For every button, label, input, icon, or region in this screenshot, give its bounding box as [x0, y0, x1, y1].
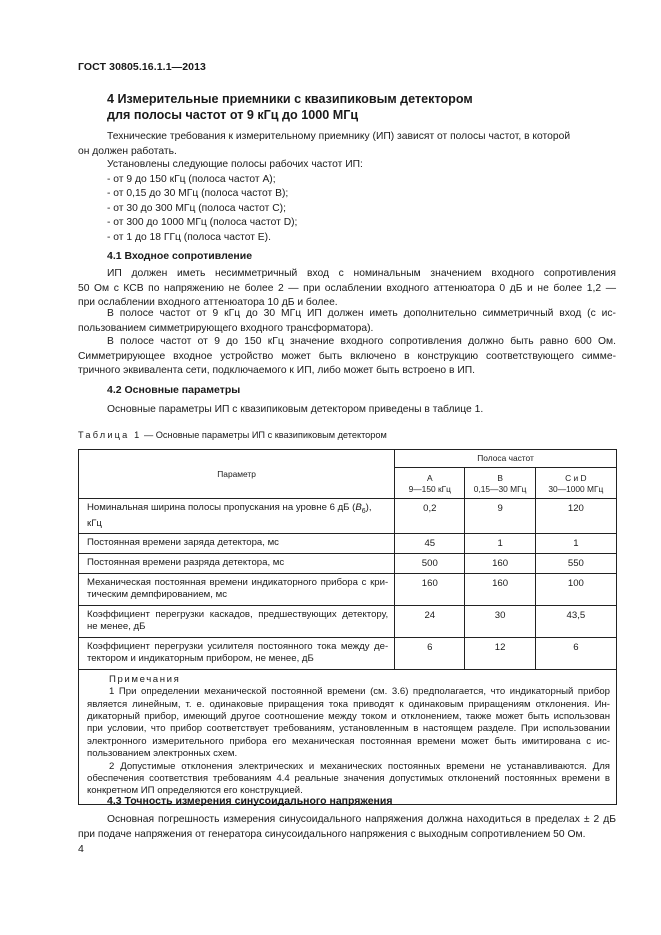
- value-cd: 1: [535, 533, 616, 553]
- value-b: 160: [465, 553, 535, 573]
- text-line: Симметрирующее входное устройство может быть включено в конструкцию соответствующего симме-: [78, 350, 616, 362]
- table-row: [79, 573, 617, 605]
- value-a: 0,2: [395, 499, 465, 534]
- list-item: - от 300 до 1000 МГц (полоса частот D);: [107, 217, 298, 229]
- value-cd: 43,5: [535, 605, 616, 637]
- row-param: Постоянная времени разряда детектора, мс: [79, 553, 395, 573]
- param-line: Механическая постоянная времени индикаторного прибора с кри-: [87, 576, 389, 588]
- header-band-a: [395, 468, 465, 499]
- row-param: [79, 605, 395, 637]
- intro-paragraph: [78, 130, 616, 159]
- table-header-row: [79, 450, 617, 468]
- param-line: тектором и индикаторным прибором, не менее, дБ: [87, 653, 314, 665]
- header-band-b: [465, 468, 535, 499]
- text-line: при ослаблении входного аттенюатора 10 дБ и более.: [78, 297, 338, 309]
- band-name: А: [427, 473, 433, 483]
- s41-paragraph-1: [78, 267, 616, 311]
- param-sub: 6: [361, 507, 366, 515]
- value-a: 500: [395, 553, 465, 573]
- note-line: дикаторный прибор, имеющий другое соотношение между током и отклонением, также может быть использован: [87, 710, 610, 722]
- intro-line: он должен работать.: [78, 145, 177, 157]
- value-cd: 6: [535, 637, 616, 669]
- list-item: - от 9 до 150 кГц (полоса частот А);: [107, 173, 276, 185]
- value-b: 30: [465, 605, 535, 637]
- band-range: 30—1000 МГц: [548, 484, 604, 494]
- value-cd: 100: [535, 573, 616, 605]
- param-line: тическим демпфированием, мс: [87, 589, 227, 601]
- row-param: [79, 637, 395, 669]
- param-var: B: [355, 502, 362, 513]
- table-row: [79, 533, 617, 553]
- intro-line: Технические требования к измерительному приемнику (ИП) зависят от полосы частот, в которой: [107, 131, 571, 142]
- note-line: обеспечения соответствия требованиям 4.4 реальные значения допустимых отклонений постоянных времени в: [87, 772, 610, 784]
- table-row: [79, 605, 617, 637]
- list-item: - от 30 до 300 МГц (полоса частот С);: [107, 202, 286, 214]
- parameters-table: [78, 449, 617, 805]
- value-cd: 120: [535, 499, 616, 534]
- value-b: 160: [465, 573, 535, 605]
- band-range: 9—150 кГц: [408, 484, 451, 494]
- note-line: пользованием электронных схем.: [87, 748, 238, 760]
- value-b: 9: [465, 499, 535, 534]
- text-line: при подаче напряжения от генератора синусоидального напряжения с выходным сопротивлением 50 Ом.: [78, 828, 586, 840]
- bands-list: [107, 158, 607, 246]
- s41-paragraph-3: [78, 335, 616, 379]
- section-4-title-line2: для полосы частот от 9 кГц до 1000 МГц: [107, 107, 359, 122]
- param-text: Номинальная ширина полосы пропускания на уровне 6 дБ (: [87, 502, 356, 513]
- text-line: ИП должен иметь несимметричный вход с номинальным значением входного сопротивления: [107, 268, 616, 279]
- table-notes-row: [79, 669, 617, 804]
- list-item: - от 0,15 до 30 МГц (полоса частот В);: [107, 188, 289, 200]
- note-line: при условии, что прибор соответствует требованиям, установленным в настоящем разделе. При использовании: [87, 723, 610, 735]
- param-line: не менее, дБ: [87, 621, 146, 633]
- row-param: Постоянная времени заряда детектора, мс: [79, 533, 395, 553]
- param-text: ), кГц: [87, 502, 372, 530]
- s42-paragraph: Основные параметры ИП с квазипиковым детектором приведены в таблице 1.: [107, 404, 484, 415]
- section-4-3-title: 4.3 Точность измерения синусоидального напряжения: [107, 795, 393, 807]
- text-line: В полосе частот от 9 кГц до 30 МГц ИП должен иметь дополнительно симметричный вход (с ис-: [107, 308, 616, 319]
- table-row: [79, 553, 617, 573]
- section-4-1-title: 4.1 Входное сопротивление: [107, 250, 253, 262]
- s43-paragraph: [78, 813, 616, 842]
- param-line: Коэффициент перегрузки усилителя постоянного тока между де-: [87, 640, 389, 652]
- note-line: является линейным, т. е. одинаковые приращения тока приводят к одинаковым приращениям отклонения. Ин-: [87, 698, 610, 710]
- note-line: 1 При определении механической постоянной времени (см. 3.6) предполагается, что индикаторный прибор: [109, 686, 610, 698]
- band-range: 0,15—30 МГц: [473, 484, 527, 494]
- value-a: 160: [395, 573, 465, 605]
- table-caption-text: — Основные параметры ИП с квазипиковым детектором: [141, 430, 387, 440]
- note-line: конкретном ИП определяются его конструкцией.: [87, 785, 303, 797]
- value-a: 24: [395, 605, 465, 637]
- band-name: С и D: [565, 473, 587, 483]
- page-number: 4: [78, 843, 84, 855]
- header-band-cd: [535, 468, 616, 499]
- text-line: тричного эквивалента сети, подключаемого к ИП, либо может быть встроено в ИП.: [78, 365, 476, 377]
- text-line: 50 Ом с КСВ по напряжению не более 2 — при ослаблении входного аттенюатора 0 дБ и не более 1,2 —: [78, 282, 616, 294]
- value-a: 45: [395, 533, 465, 553]
- s41-paragraph-2: [78, 307, 616, 336]
- table-row: [79, 637, 617, 669]
- value-b: 1: [465, 533, 535, 553]
- note-line: электронного измерительного прибора его механическая постоянная времени может быть имитирована с ис-: [87, 735, 610, 747]
- value-a: 6: [395, 637, 465, 669]
- text-line: пользованием симметрирующего входного трансформатора).: [78, 322, 374, 334]
- note-line: 2 Допустимые отклонения электрических и механических постоянных времени не устанавливаются. Для: [109, 760, 610, 772]
- list-item: - от 1 до 18 ГГц (полоса частот Е).: [107, 231, 271, 243]
- document-header: ГОСТ 30805.16.1.1—2013: [78, 61, 206, 73]
- section-4-2-title: 4.2 Основные параметры: [107, 384, 241, 396]
- table-row: [79, 499, 617, 534]
- row-param: [79, 573, 395, 605]
- table-caption-label: Таблица 1: [78, 430, 142, 440]
- text-line: Основная погрешность измерения синусоидального напряжения должна находиться в пределах ± 2 дБ: [107, 814, 616, 825]
- table-caption: [78, 430, 387, 440]
- value-cd: 550: [535, 553, 616, 573]
- section-4-title: [107, 92, 567, 123]
- bands-intro: Установлены следующие полосы рабочих частот ИП:: [107, 159, 363, 170]
- row-param: [79, 499, 395, 534]
- header-param: Параметр: [79, 450, 395, 499]
- band-name: В: [497, 473, 503, 483]
- header-band-group: Полоса частот: [395, 450, 617, 468]
- table-notes: [79, 669, 617, 804]
- text-line: В полосе частот от 9 до 150 кГц значение входного сопротивления должно быть равно 600 Ом.: [107, 336, 616, 347]
- value-b: 12: [465, 637, 535, 669]
- notes-title: Примечания: [109, 673, 181, 685]
- param-line: Коэффициент перегрузки каскадов, предшествующих детектору,: [87, 608, 389, 620]
- section-4-title-line1: 4 Измерительные приемники с квазипиковым детектором: [107, 92, 473, 106]
